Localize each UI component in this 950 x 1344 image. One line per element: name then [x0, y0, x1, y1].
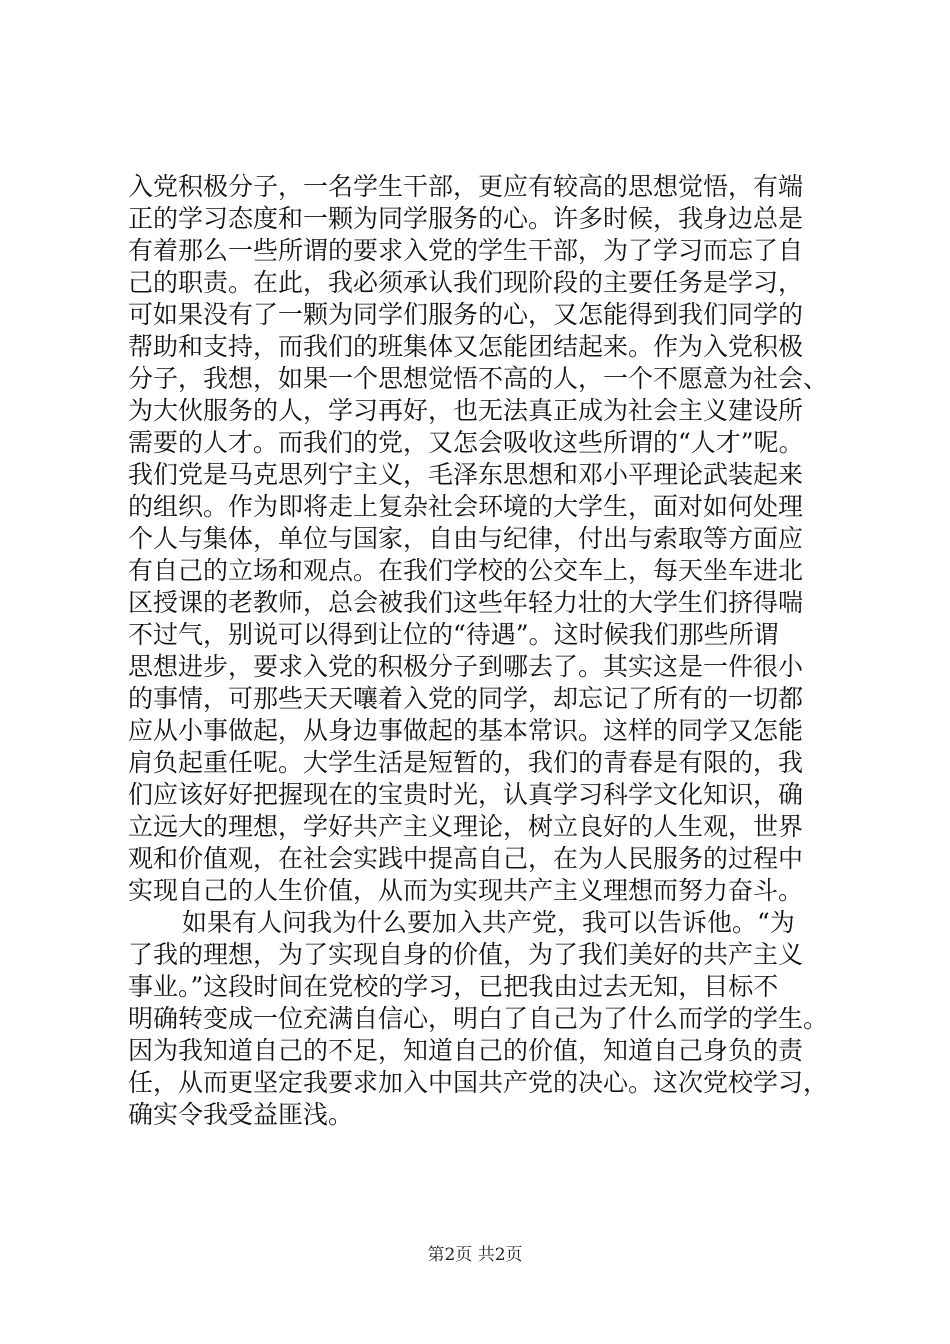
text-line: 任，从而更坚定我要求加入中国共产党的决心。这次党校学习， [128, 1068, 829, 1097]
text-line: 实现自己的人生价值，从而为实现共产主义理想而努力奋斗。 [128, 876, 804, 905]
text-line: 明确转变成一位充满自信心，明白了自己为了什么而学的学生。 [128, 1004, 829, 1033]
text-line: 可如果没有了一颗为同学们服务的心，又怎能得到我们同学的 [128, 300, 804, 329]
text-line: 我们党是马克思列宁主义，毛泽东思想和邓小平理论武装起来 [128, 460, 804, 489]
text-line: 帮助和支持，而我们的班集体又怎能团结起来。作为入党积极 [128, 332, 804, 361]
text-line: 立远大的理想，学好共产主义理论，树立良好的人生观，世界 [128, 812, 804, 841]
paragraph-start-line: 如果有人问我为什么要加入共产党，我可以告诉他。“为 [182, 908, 795, 937]
text-line: 观和价值观，在社会实践中提高自己，在为人民服务的过程中 [128, 844, 804, 873]
page-footer: 第2页 共2页 [427, 1245, 523, 1265]
text-line: 入党积极分子，一名学生干部，更应有较高的思想觉悟，有端 [128, 172, 804, 201]
text-line: 有自己的立场和观点。在我们学校的公交车上，每天坐车进北 [128, 556, 804, 585]
text-line: 区授课的老教师，总会被我们这些年轻力壮的大学生们挤得喘 [128, 588, 804, 617]
body-text [128, 171, 828, 1131]
text-line: 们应该好好把握现在的宝贵时光，认真学习科学文化知识，确 [128, 780, 804, 809]
text-line: 的组织。作为即将走上复杂社会环境的大学生，面对如何处理 [128, 492, 804, 521]
text-line: 不过气，别说可以得到让位的“待遇”。这时候我们那些所谓 [128, 620, 779, 649]
text-line: 肩负起重任呢。大学生活是短暂的，我们的青春是有限的，我 [128, 748, 804, 777]
text-line: 确实令我受益匪浅。 [128, 1100, 354, 1129]
text-line: 应从小事做起，从身边事做起的基本常识。这样的同学又怎能 [128, 716, 804, 745]
text-line: 了我的理想，为了实现自身的价值，为了我们美好的共产主义 [128, 940, 804, 969]
text-line: 分子，我想，如果一个思想觉悟不高的人，一个不愿意为社会、 [128, 364, 829, 393]
text-line: 因为我知道自己的不足，知道自己的价值，知道自己身负的责 [128, 1036, 804, 1065]
text-line: 为大伙服务的人，学习再好，也无法真正成为社会主义建设所 [128, 396, 804, 425]
text-line: 事业。”这段时间在党校的学习，已把我由过去无知，目标不 [128, 972, 779, 1001]
text-line: 思想进步，要求入党的积极分子到哪去了。其实这是一件很小 [128, 652, 804, 681]
text-line: 的事情，可那些天天嚷着入党的同学，却忘记了所有的一切都 [128, 684, 804, 713]
text-line: 己的职责。在此，我必须承认我们现阶段的主要任务是学习， [128, 268, 804, 297]
text-line: 需要的人才。而我们的党，又怎会吸收这些所谓的“人才”呢。 [128, 428, 804, 457]
text-line: 个人与集体，单位与国家，自由与纪律，付出与索取等方面应 [128, 524, 804, 553]
text-line: 正的学习态度和一颗为同学服务的心。许多时候，我身边总是 [128, 204, 804, 233]
text-line: 有着那么一些所谓的要求入党的学生干部，为了学习而忘了自 [128, 236, 804, 265]
